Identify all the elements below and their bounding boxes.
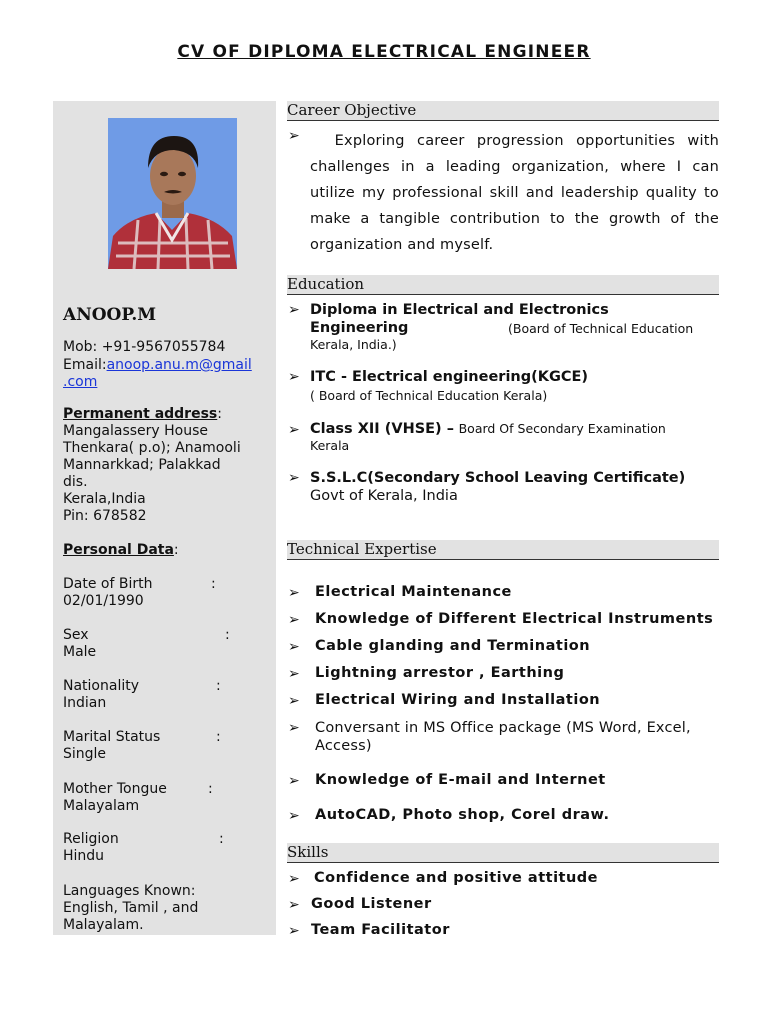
personal-row-sex: Sex : Male [63, 627, 230, 660]
section-skills: Skills [287, 843, 719, 863]
tech-item: Cable glanding and Termination [315, 638, 591, 654]
arrow-bullet-icon: ➢ [288, 693, 300, 709]
edu-title: Engineering [310, 320, 409, 336]
arrow-bullet-icon: ➢ [288, 808, 300, 824]
personal-value: 02/01/1990 [63, 593, 144, 609]
arrow-bullet-icon: ➢ [288, 470, 300, 486]
address-line: Kerala,India [63, 491, 146, 507]
candidate-name: ANOOP.M [63, 305, 157, 325]
section-technical-expertise: Technical Expertise [287, 540, 719, 560]
personal-row-marital: Marital Status : Single [63, 729, 221, 762]
tech-item: Electrical Wiring and Installation [315, 692, 601, 708]
tech-item-cont: Access) [315, 738, 372, 754]
address-line: Mangalassery House [63, 423, 209, 439]
personal-colon: : [173, 542, 179, 558]
edu-board: ( Board of Technical Education Kerala) [310, 388, 548, 403]
arrow-bullet-icon: ➢ [288, 422, 300, 438]
tech-item: Electrical Maintenance [315, 584, 512, 600]
section-education: Education [287, 275, 719, 295]
personal-row-dob: Date of Birth : 02/01/1990 [63, 576, 216, 609]
personal-value: Single [63, 746, 107, 762]
edu-title: Class XII (VHSE) – [310, 421, 454, 437]
arrow-bullet-icon: ➢ [288, 923, 300, 939]
arrow-bullet-icon: ➢ [288, 897, 300, 913]
objective-text [310, 128, 719, 258]
personal-label: Marital Status [63, 729, 161, 745]
personal-label: Date of Birth [63, 576, 153, 592]
arrow-bullet-icon: ➢ [288, 128, 300, 144]
personal-value: Indian [63, 695, 107, 711]
profile-photo [108, 118, 237, 269]
address-colon: : [217, 406, 222, 422]
edu-title: Diploma in Electrical and Electronics [310, 302, 609, 318]
email-link-cont[interactable] [63, 374, 97, 391]
email-link-tail[interactable]: .com [63, 374, 98, 390]
arrow-bullet-icon: ➢ [288, 585, 300, 601]
personal-value: Hindu [63, 848, 105, 864]
email-line [63, 357, 252, 374]
edu-item-diploma [310, 301, 609, 319]
skill-item: Confidence and positive attitude [314, 870, 599, 886]
edu-board: Kerala [310, 438, 350, 453]
personal-row-nationality: Nationality : Indian [63, 678, 221, 711]
tech-item: Knowledge of Different Electrical Instruments [315, 611, 714, 627]
arrow-bullet-icon: ➢ [288, 773, 300, 789]
arrow-bullet-icon: ➢ [288, 666, 300, 682]
personal-value: Male [63, 644, 97, 660]
address-heading: Permanent address [63, 406, 218, 422]
personal-value: Malayalam [63, 798, 140, 814]
tech-item: Lightning arrestor , Earthing [315, 665, 565, 681]
edu-board: Kerala, India.) [310, 337, 397, 352]
address-line: Thenkara( p.o); Anamooli [63, 440, 241, 456]
tech-item: AutoCAD, Photo shop, Corel draw. [315, 807, 610, 823]
skill-item: Good Listener [311, 896, 432, 912]
edu-board: Board Of Secondary Examination [458, 421, 666, 436]
address-line: dis. [63, 474, 88, 490]
arrow-bullet-icon: ➢ [288, 302, 300, 318]
languages-line: English, Tamil , and [63, 900, 199, 916]
mobile-number: Mob: +91-9567055784 [63, 339, 226, 355]
section-career-objective: Career Objective [287, 101, 719, 121]
edu-item-diploma-2 [310, 319, 408, 337]
address-line: Mannarkkad; Palakkad [63, 457, 221, 473]
languages-line: Malayalam. [63, 917, 144, 933]
address-heading-line [63, 406, 222, 423]
arrow-bullet-icon: ➢ [288, 612, 300, 628]
skill-item: Team Facilitator [311, 922, 450, 938]
cv-title: CV OF DIPLOMA ELECTRICAL ENGINEER [177, 42, 591, 62]
arrow-bullet-icon: ➢ [288, 369, 300, 385]
languages-label: Languages Known: [63, 883, 196, 899]
personal-heading-line [63, 542, 179, 559]
arrow-bullet-icon: ➢ [288, 639, 300, 655]
edu-item-class-xii [310, 420, 666, 438]
arrow-bullet-icon: ➢ [288, 720, 300, 736]
address-line: Pin: 678582 [63, 508, 147, 524]
tech-item: Conversant in MS Office package (MS Word, Excel, [315, 720, 691, 736]
personal-label: Sex [63, 627, 89, 643]
arrow-bullet-icon: ➢ [288, 871, 300, 887]
edu-item-itc: ITC - Electrical engineering(KGCE) [310, 369, 589, 385]
personal-label: Religion [63, 831, 119, 847]
email-label: Email: [63, 357, 107, 373]
edu-board: (Board of Technical Education [508, 321, 694, 336]
personal-heading: Personal Data [63, 542, 174, 558]
edu-item-sslc: S.S.L.C(Secondary School Leaving Certificate) [310, 470, 686, 486]
edu-board: Govt of Kerala, India [310, 488, 458, 504]
sidebar [53, 101, 276, 935]
personal-label: Nationality [63, 678, 140, 694]
personal-row-mother-tongue: Mother Tongue : Malayalam [63, 781, 213, 814]
email-link[interactable]: anoop.anu.m@gmail [106, 357, 252, 373]
personal-row-religion: Religion : Hindu [63, 831, 224, 864]
personal-label: Mother Tongue [63, 781, 167, 797]
objective-paragraph: Exploring career progression opportunities with challenges in a leading organization, where I can utilize my professional skill and leadership quality to make a tangible contribution to the growth of the organization and myself. [310, 133, 719, 253]
tech-item: Knowledge of E-mail and Internet [315, 772, 606, 788]
